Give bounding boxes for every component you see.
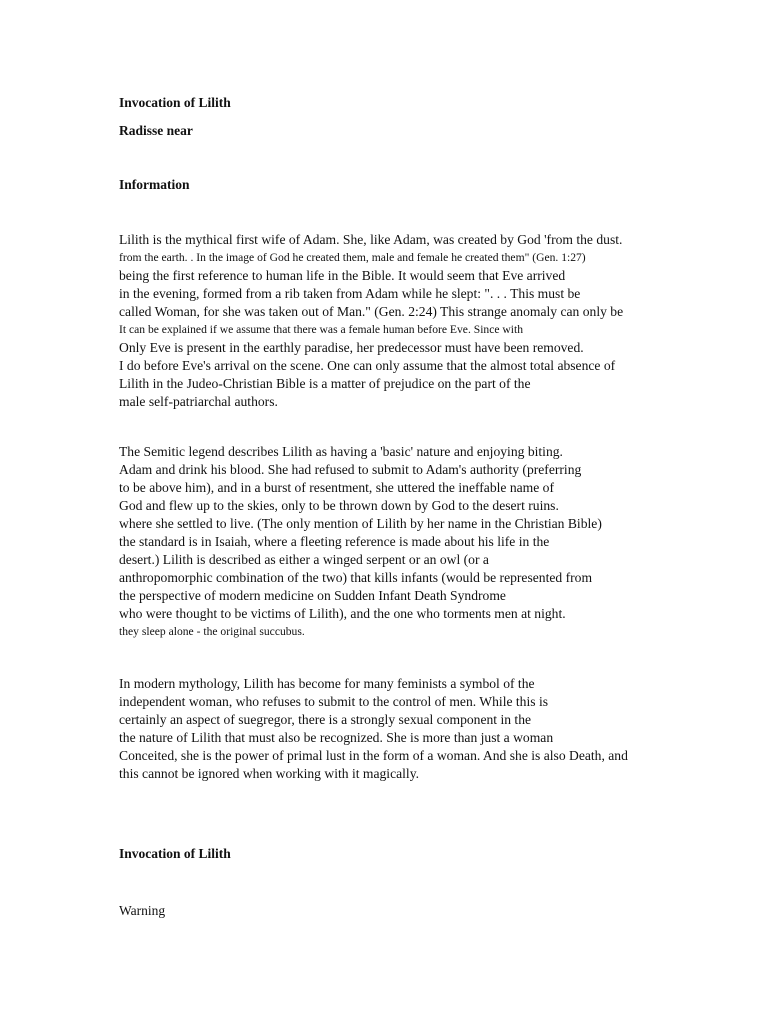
paragraph-3 — [119, 675, 759, 783]
paragraph-2 — [119, 443, 759, 641]
document-title: Invocation of Lilith — [119, 95, 231, 110]
paragraph-line: Adam and drink his blood. She had refused to submit to Adam's authority (preferring — [119, 462, 582, 477]
paragraph-line: this cannot be ignored when working with it magically. — [119, 766, 420, 781]
paragraph-line: from the earth. . In the image of God he created them, male and female he created them" (Gen. 1:27) — [119, 251, 586, 264]
paragraph-line: who were thought to be victims of Lilith), and the one who torments men at night. — [119, 606, 566, 621]
paragraph-line: to be above him), and in a burst of resentment, she uttered the ineffable name of — [119, 480, 554, 495]
paragraph-line: Conceited, she is the power of primal lust in the form of a woman. And she is also Death, and — [119, 748, 628, 763]
section-heading-information: Information — [119, 177, 190, 192]
paragraph-line: certainly an aspect of suegregor, there is a strongly sexual component in the — [119, 712, 532, 727]
paragraph-line: In modern mythology, Lilith has become for many feminists a symbol of the — [119, 676, 535, 691]
paragraph-line: Lilith is the mythical first wife of Adam. She, like Adam, was created by God 'from the dust. — [119, 232, 623, 247]
paragraph-line: independent woman, who refuses to submit to the control of men. While this is — [119, 694, 549, 709]
paragraph-line: in the evening, formed from a rib taken from Adam while he slept: ". . . This must be — [119, 286, 581, 301]
paragraph-line: where she settled to live. (The only mention of Lilith by her name in the Christian Bible) — [119, 516, 602, 531]
paragraph-line: I do before Eve's arrival on the scene. One can only assume that the almost total absence of — [119, 358, 616, 373]
paragraph-line: desert.) Lilith is described as either a winged serpent or an owl (or a — [119, 552, 489, 567]
paragraph-line: being the first reference to human life in the Bible. It would seem that Eve arrived — [119, 268, 566, 283]
paragraph-line: Only Eve is present in the earthly paradise, her predecessor must have been removed. — [119, 340, 584, 355]
paragraph-line: the standard is in Isaiah, where a fleeting reference is made about his life in the — [119, 534, 550, 549]
paragraph-line: God and flew up to the skies, only to be thrown down by God to the desert ruins. — [119, 498, 559, 513]
paragraph-line: they sleep alone - the original succubus. — [119, 625, 305, 638]
paragraph-line: the perspective of modern medicine on Sudden Infant Death Syndrome — [119, 588, 506, 603]
document-subtitle: Radisse near — [119, 123, 193, 138]
paragraph-line: the nature of Lilith that must also be recognized. She is more than just a woman — [119, 730, 554, 745]
section-heading-invocation: Invocation of Lilith — [119, 846, 231, 861]
paragraph-line: Lilith in the Judeo-Christian Bible is a matter of prejudice on the part of the — [119, 376, 531, 391]
paragraph-line: called Woman, for she was taken out of Man." (Gen. 2:24) This strange anomaly can only be — [119, 304, 624, 319]
paragraph-line: The Semitic legend describes Lilith as having a 'basic' nature and enjoying biting. — [119, 444, 563, 459]
paragraph-line: anthropomorphic combination of the two) that kills infants (would be represented from — [119, 570, 593, 585]
warning-text: Warning — [119, 903, 166, 918]
paragraph-line: It can be explained if we assume that there was a female human before Eve. Since with — [119, 323, 524, 336]
paragraph-1 — [119, 231, 759, 411]
paragraph-line: male self-patriarchal authors. — [119, 394, 278, 409]
